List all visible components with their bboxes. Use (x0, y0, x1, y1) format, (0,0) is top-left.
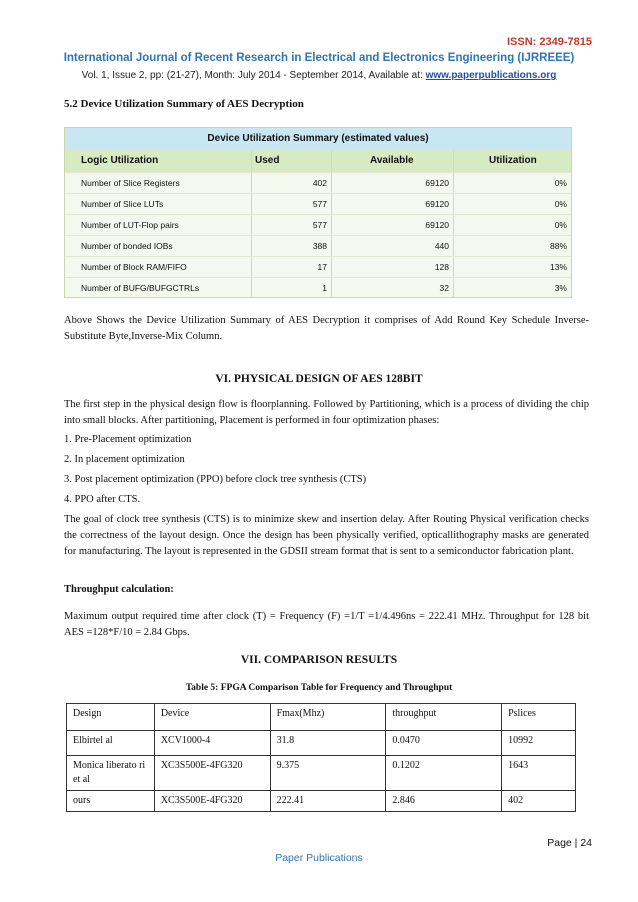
table-header-cell: Pslices (502, 704, 576, 731)
dus-cell: 577 (312, 199, 327, 209)
dus-col-utilization: Utilization (489, 155, 537, 166)
dus-cell: Number of BUFG/BUFGCTRLs (81, 283, 200, 293)
comparison-table (66, 703, 576, 812)
issn-label: ISSN: 2349-7815 (507, 36, 592, 48)
paragraph-above-shows: Above Shows the Device Utilization Summary of AES Decryption it comprises of Add Round Key Schedule Inverse-Substitute Byte,Inverse-Mix Column. (64, 315, 589, 342)
table-cell: 2.846 (386, 791, 502, 812)
paragraph-floorplanning: The first step in the physical design flow is floorplanning. Followed by Partitioning, which is a process of dividing the chip into small blocks. After partitioning, Placement is performed in four optimization phases: (64, 399, 589, 426)
dus-header-row (65, 150, 571, 172)
volume-line (0, 70, 638, 81)
page-number: Page | 24 (547, 837, 592, 849)
paragraph-cts: The goal of clock tree synthesis (CTS) is to minimize skew and insertion delay. After Routing Physical verification checks the correctness of the layout design. Once the design has been physically verified, opticallithography masks are generated for manufacturing. The layout is represented in the GDSII stream format that is sent to a semiconductor fabrication plant. (64, 514, 589, 557)
table-cell: 222.41 (270, 791, 386, 812)
dus-cell: 69120 (425, 220, 449, 230)
dus-cell: Number of bonded IOBs (81, 241, 173, 251)
publisher-link[interactable]: Paper Publications (275, 852, 363, 864)
dus-cell: 402 (312, 178, 327, 188)
publisher-footer (0, 852, 638, 864)
dus-cell: 0% (554, 220, 567, 230)
dus-cell: 440 (434, 241, 449, 251)
dus-cell: Number of Block RAM/FIFO (81, 262, 187, 272)
journal-title: International Journal of Recent Research in Electrical and Electronics Engineering (IJRREEE) (63, 52, 575, 64)
table-cell: ours (67, 791, 155, 812)
dus-row (65, 193, 571, 215)
throughput-text: Maximum output required time after clock (T) = Frequency (F) =1/T =1/4.496ns = 222.41 MHz. Throughput for 128 bit AES =128*F/10 = 2.84 Gbps. (64, 611, 589, 638)
volume-text: Vol. 1, Issue 2, pp: (21-27), Month: July 2014 - September 2014, Available at: (81, 70, 426, 81)
dus-cell: 88% (549, 241, 567, 251)
table-cell: 10992 (502, 731, 576, 756)
throughput-heading: Throughput calculation: (64, 584, 174, 595)
dus-row (65, 214, 571, 236)
table-cell: 0.1202 (386, 756, 502, 791)
table-header-cell: Design (67, 704, 155, 731)
dus-cell: 69120 (425, 178, 449, 188)
table-header-cell: Device (154, 704, 270, 731)
section-6-heading: VI. PHYSICAL DESIGN OF AES 128BIT (215, 373, 423, 385)
dus-cell: Number of Slice LUTs (81, 199, 164, 209)
dus-cell: 1 (322, 283, 327, 293)
dus-cell: 32 (439, 283, 449, 293)
dus-cell: 17 (317, 262, 327, 272)
dus-row (65, 277, 571, 298)
table-row (67, 731, 576, 756)
table-cell: 402 (502, 791, 576, 812)
table-header-cell: throughput (386, 704, 502, 731)
dus-col-available: Available (370, 155, 414, 166)
dus-row (65, 172, 571, 194)
dus-cell: 577 (312, 220, 327, 230)
dus-cell: 0% (554, 178, 567, 188)
dus-row (65, 256, 571, 278)
table-cell: Monica liberato ri et al (67, 756, 155, 791)
table-cell: 1643 (502, 756, 576, 791)
section-5-2-heading: 5.2 Device Utilization Summary of AES Decryption (64, 98, 304, 110)
list-item: 2. In placement optimization (64, 454, 185, 465)
table-cell: Elbirtel al (67, 731, 155, 756)
table-cell: XCV1000-4 (154, 731, 270, 756)
table-header-cell: Fmax(Mhz) (270, 704, 386, 731)
dus-title: Device Utilization Summary (estimated values) (65, 128, 571, 150)
list-item: 4. PPO after CTS. (64, 494, 141, 505)
table-row (67, 756, 576, 791)
dus-cell: Number of LUT-Flop pairs (81, 220, 179, 230)
table-cell: 0.0470 (386, 731, 502, 756)
dus-cell: 128 (434, 262, 449, 272)
website-link[interactable]: www.paperpublications.org (425, 70, 557, 81)
dus-cell: 69120 (425, 199, 449, 209)
dus-col-used: Used (255, 155, 280, 166)
table-cell: 31.8 (270, 731, 386, 756)
dus-cell: 388 (312, 241, 327, 251)
table-cell: XC3S500E-4FG320 (154, 791, 270, 812)
table-header-row (67, 704, 576, 731)
dus-cell: 13% (549, 262, 567, 272)
list-item: 3. Post placement optimization (PPO) before clock tree synthesis (CTS) (64, 474, 367, 485)
table-row (67, 791, 576, 812)
table-cell: XC3S500E-4FG320 (154, 756, 270, 791)
table-cell: 9.375 (270, 756, 386, 791)
dus-cell: Number of Slice Registers (81, 178, 180, 188)
dus-cell: 0% (554, 199, 567, 209)
dus-cell: 3% (554, 283, 567, 293)
table-caption: Table 5: FPGA Comparison Table for Frequency and Throughput (185, 683, 453, 693)
dus-col-logic: Logic Utilization (81, 155, 159, 166)
dus-row (65, 235, 571, 257)
device-utilization-summary (64, 127, 572, 298)
list-item: 1. Pre-Placement optimization (64, 434, 192, 445)
section-7-heading: VII. COMPARISON RESULTS (240, 654, 398, 666)
